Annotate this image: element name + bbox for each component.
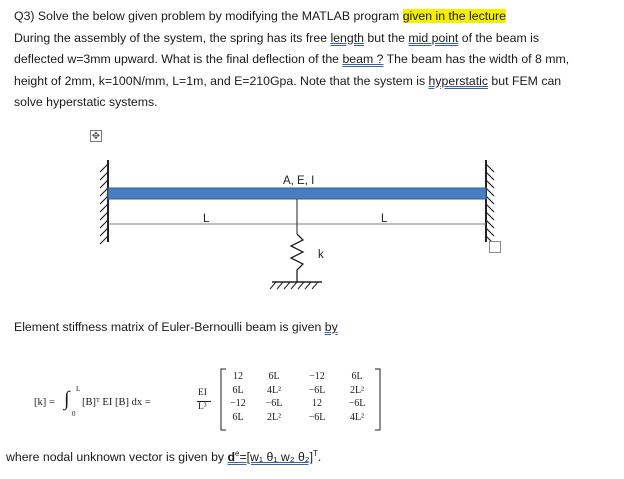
matrix-cell: 2L² bbox=[349, 384, 365, 396]
integrand: [B]ᵀ EI [B] dx = bbox=[82, 397, 151, 408]
matrix-cell: −6L bbox=[348, 398, 366, 409]
matrix-cell: −6L bbox=[308, 411, 326, 423]
integral-lower: 0 bbox=[72, 410, 76, 418]
matrix-cell: 6L bbox=[351, 371, 363, 382]
problem-text: During the assembly of the system, the spring has its free bbox=[14, 30, 331, 45]
move-cross-icon[interactable]: ✥ bbox=[91, 131, 101, 142]
transpose-symbol: T bbox=[313, 449, 318, 458]
matrix-cell: 2L² bbox=[266, 411, 282, 423]
problem-text: height of 2mm, k=100N/mm, L=1m, and E=210Gpa. Note that the system is bbox=[14, 73, 429, 88]
equation-lhs: [k] = bbox=[34, 397, 55, 408]
left-span-label: L bbox=[203, 213, 210, 225]
integral-upper: L bbox=[76, 385, 81, 393]
beam-label: A, E, I bbox=[283, 175, 315, 187]
grammar-flag-beam[interactable]: beam ? bbox=[342, 52, 384, 66]
matrix-cell: 6L bbox=[232, 411, 244, 423]
matrix-cell: 4L² bbox=[266, 384, 282, 396]
spring-label: k bbox=[318, 249, 324, 261]
problem-text: but FEM can bbox=[488, 73, 562, 88]
problem-line-5: solve hyperstatic systems. bbox=[14, 95, 158, 109]
superscript-e: e bbox=[235, 449, 240, 458]
grammar-flag-hyperstatic[interactable]: hyperstatic bbox=[428, 73, 489, 88]
footer-period: . bbox=[317, 450, 322, 465]
highlighted-text: given in the lecture bbox=[402, 9, 506, 23]
matrix-cell: 4L² bbox=[349, 411, 365, 423]
problem-text: but the bbox=[363, 30, 409, 45]
coefficient-numerator: EI bbox=[198, 388, 207, 398]
grammar-flag-vector[interactable] bbox=[227, 450, 313, 464]
matrix-cell: −6L bbox=[308, 384, 326, 396]
grammar-flag-by[interactable]: by bbox=[324, 320, 338, 334]
grammar-flag-length[interactable]: length bbox=[330, 30, 364, 45]
vector-components: =[w₁ θ₁ w₂ θ₂] bbox=[239, 450, 314, 465]
matrix-cell: −12 bbox=[309, 371, 325, 382]
footer-text: where nodal unknown vector is given by bbox=[6, 450, 228, 465]
matrix-cell: −6L bbox=[265, 398, 283, 409]
matrix-cell: −12 bbox=[230, 398, 246, 409]
coefficient-denominator: L³ bbox=[198, 402, 207, 412]
problem-text: of the beam is bbox=[458, 30, 539, 45]
problem-text: Q3) Solve the below given problem by modifying the MATLAB program bbox=[14, 9, 403, 23]
nodal-vector-text bbox=[6, 449, 321, 464]
matrix-cell: 12 bbox=[233, 371, 243, 382]
problem-text: deflected w=3mm upward. What is the final deflection of the bbox=[14, 52, 343, 66]
grammar-flag-mid-point[interactable]: mid point bbox=[408, 30, 459, 45]
vector-symbol: d bbox=[227, 450, 235, 465]
matrix-cell: 12 bbox=[312, 398, 322, 409]
matrix-cell: 6L bbox=[268, 371, 280, 382]
matrix-cell: 6L bbox=[232, 384, 244, 396]
stiffness-matrix bbox=[224, 371, 376, 424]
right-span-label: L bbox=[381, 213, 388, 225]
integral-sign: ∫ bbox=[64, 388, 70, 410]
caption-text: Element stiffness matrix of Euler-Bernoulli beam is given bbox=[14, 320, 325, 334]
problem-text: The beam has the width of 8 mm, bbox=[383, 52, 570, 66]
